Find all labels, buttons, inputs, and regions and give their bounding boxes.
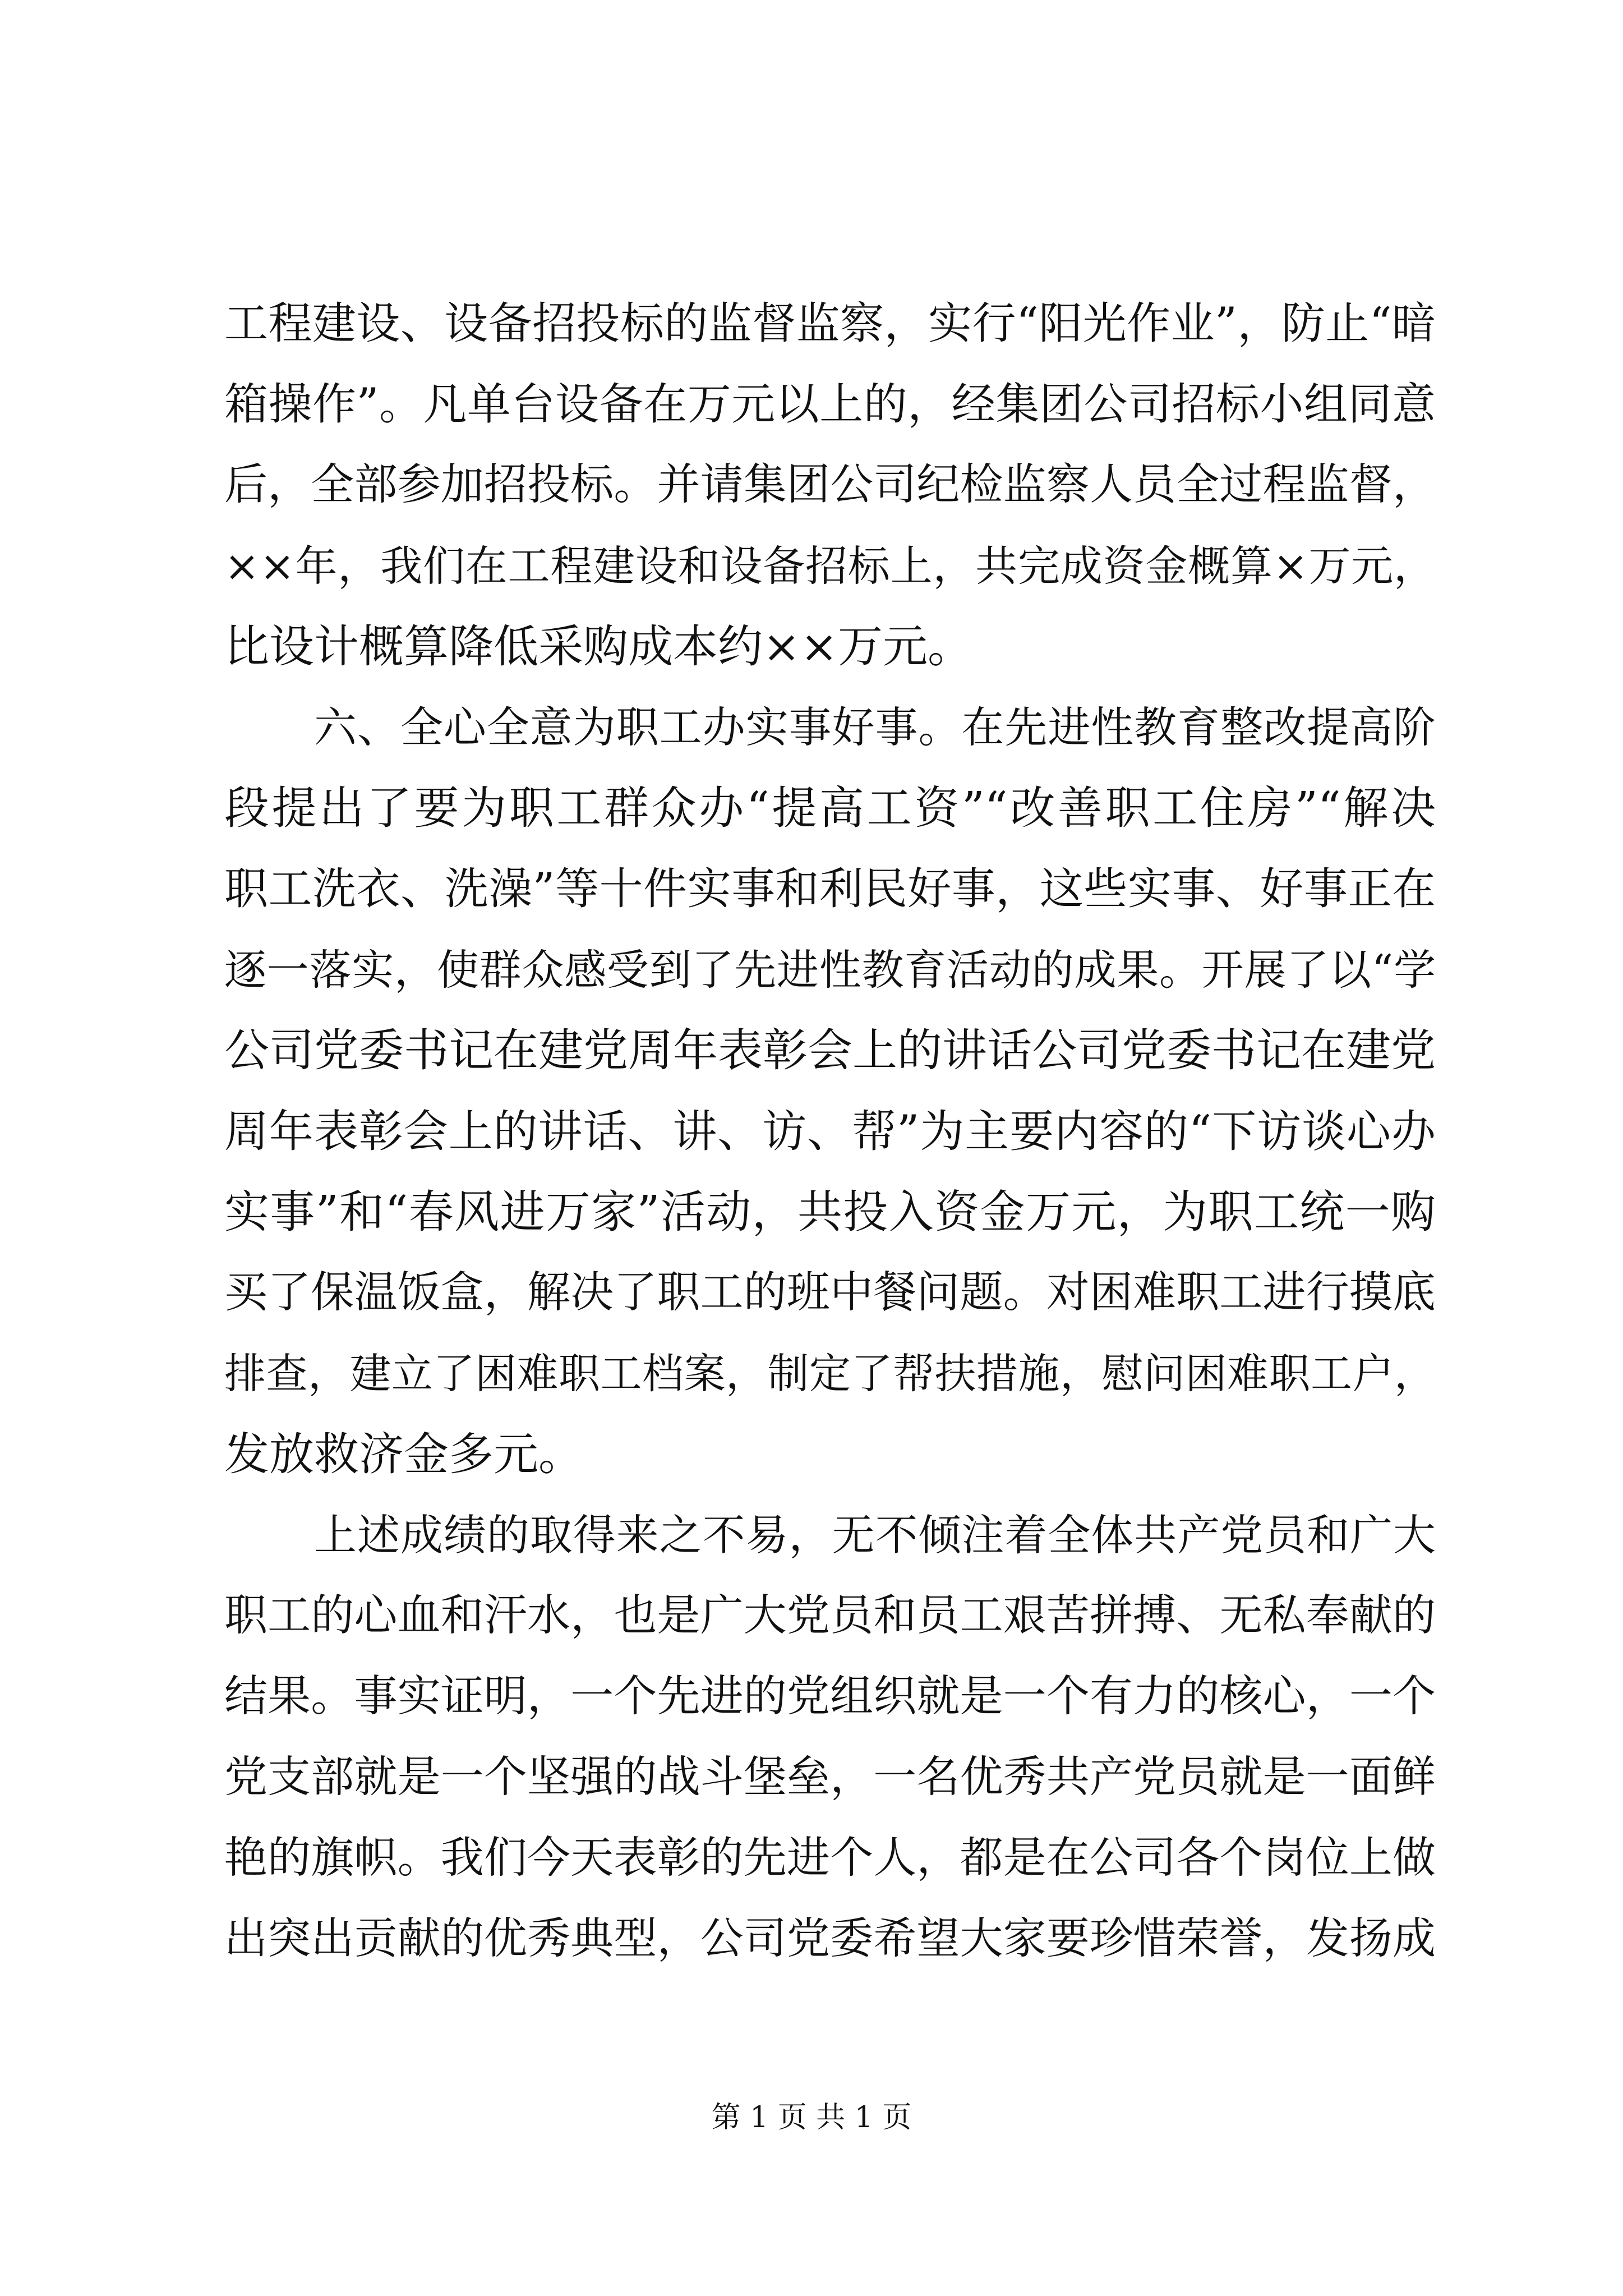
- text-line: 党支部就是一个坚强的战斗堡垒，一名优秀共产党员就是一面鲜: [224, 1752, 1436, 1802]
- text-line: 六、全心全意为职工办实事好事。在先进性教育整改提高阶: [314, 702, 1436, 752]
- text-line: 职工的心血和汗水，也是广大党员和员工艰苦拼搏、无私奉献的: [224, 1591, 1436, 1641]
- text-line: 买了保温饭盒，解决了职工的班中餐问题。对困难职工进行摸底: [224, 1268, 1436, 1318]
- text-line: 后，全部参加招投标。并请集团公司纪检监察人员全过程监督，: [224, 460, 1436, 510]
- text-line: 职工洗衣、洗澡”等十件实事和利民好事，这些实事、好事正在: [224, 864, 1436, 914]
- text-line: 逐一落实，使群众感受到了先进性教育活动的成果。开展了以“学: [224, 945, 1436, 995]
- text-line: 周年表彰会上的讲话、讲、访、帮”为主要内容的“下访谈心办: [224, 1106, 1436, 1157]
- text-line: 艳的旗帜。我们今天表彰的先进个人，都是在公司各个岗位上做: [224, 1833, 1436, 1883]
- text-line: 比设计概算降低采购成本约××万元。: [224, 620, 973, 673]
- text-line: 出突出贡献的优秀典型，公司党委希望大家要珍惜荣誉，发扬成: [224, 1914, 1436, 1964]
- text-line: 排查，建立了困难职工档案，制定了帮扶措施，慰问困难职工户，: [224, 1350, 1436, 1398]
- text-line: 上述成绩的取得来之不易，无不倾注着全体共产党员和广大: [314, 1510, 1436, 1560]
- page-number-footer: 第 1 页 共 1 页: [711, 2101, 912, 2134]
- text-line: ××年，我们在工程建设和设备招标上，共完成资金概算×万元，: [224, 541, 1436, 591]
- text-line: 公司党委书记在建党周年表彰会上的讲话公司党委书记在建党: [224, 1024, 1436, 1076]
- text-line: 段提出了要为职工群众办“提高工资”“改善职工住房”“解决: [224, 782, 1436, 834]
- text-line: 发放救济金多元。: [224, 1428, 583, 1480]
- text-line: 工程建设、设备招投标的监督监察，实行“阳光作业”，防止“暗: [224, 298, 1436, 349]
- text-line: 实事”和“春风进万家”活动，共投入资金万元，为职工统一购: [224, 1186, 1436, 1238]
- text-line: 结果。事实证明，一个先进的党组织就是一个有力的核心，一个: [224, 1672, 1436, 1722]
- document-body: [224, 283, 1436, 1980]
- text-line: 箱操作”。凡单台设备在万元以上的，经集团公司招标小组同意: [224, 379, 1436, 430]
